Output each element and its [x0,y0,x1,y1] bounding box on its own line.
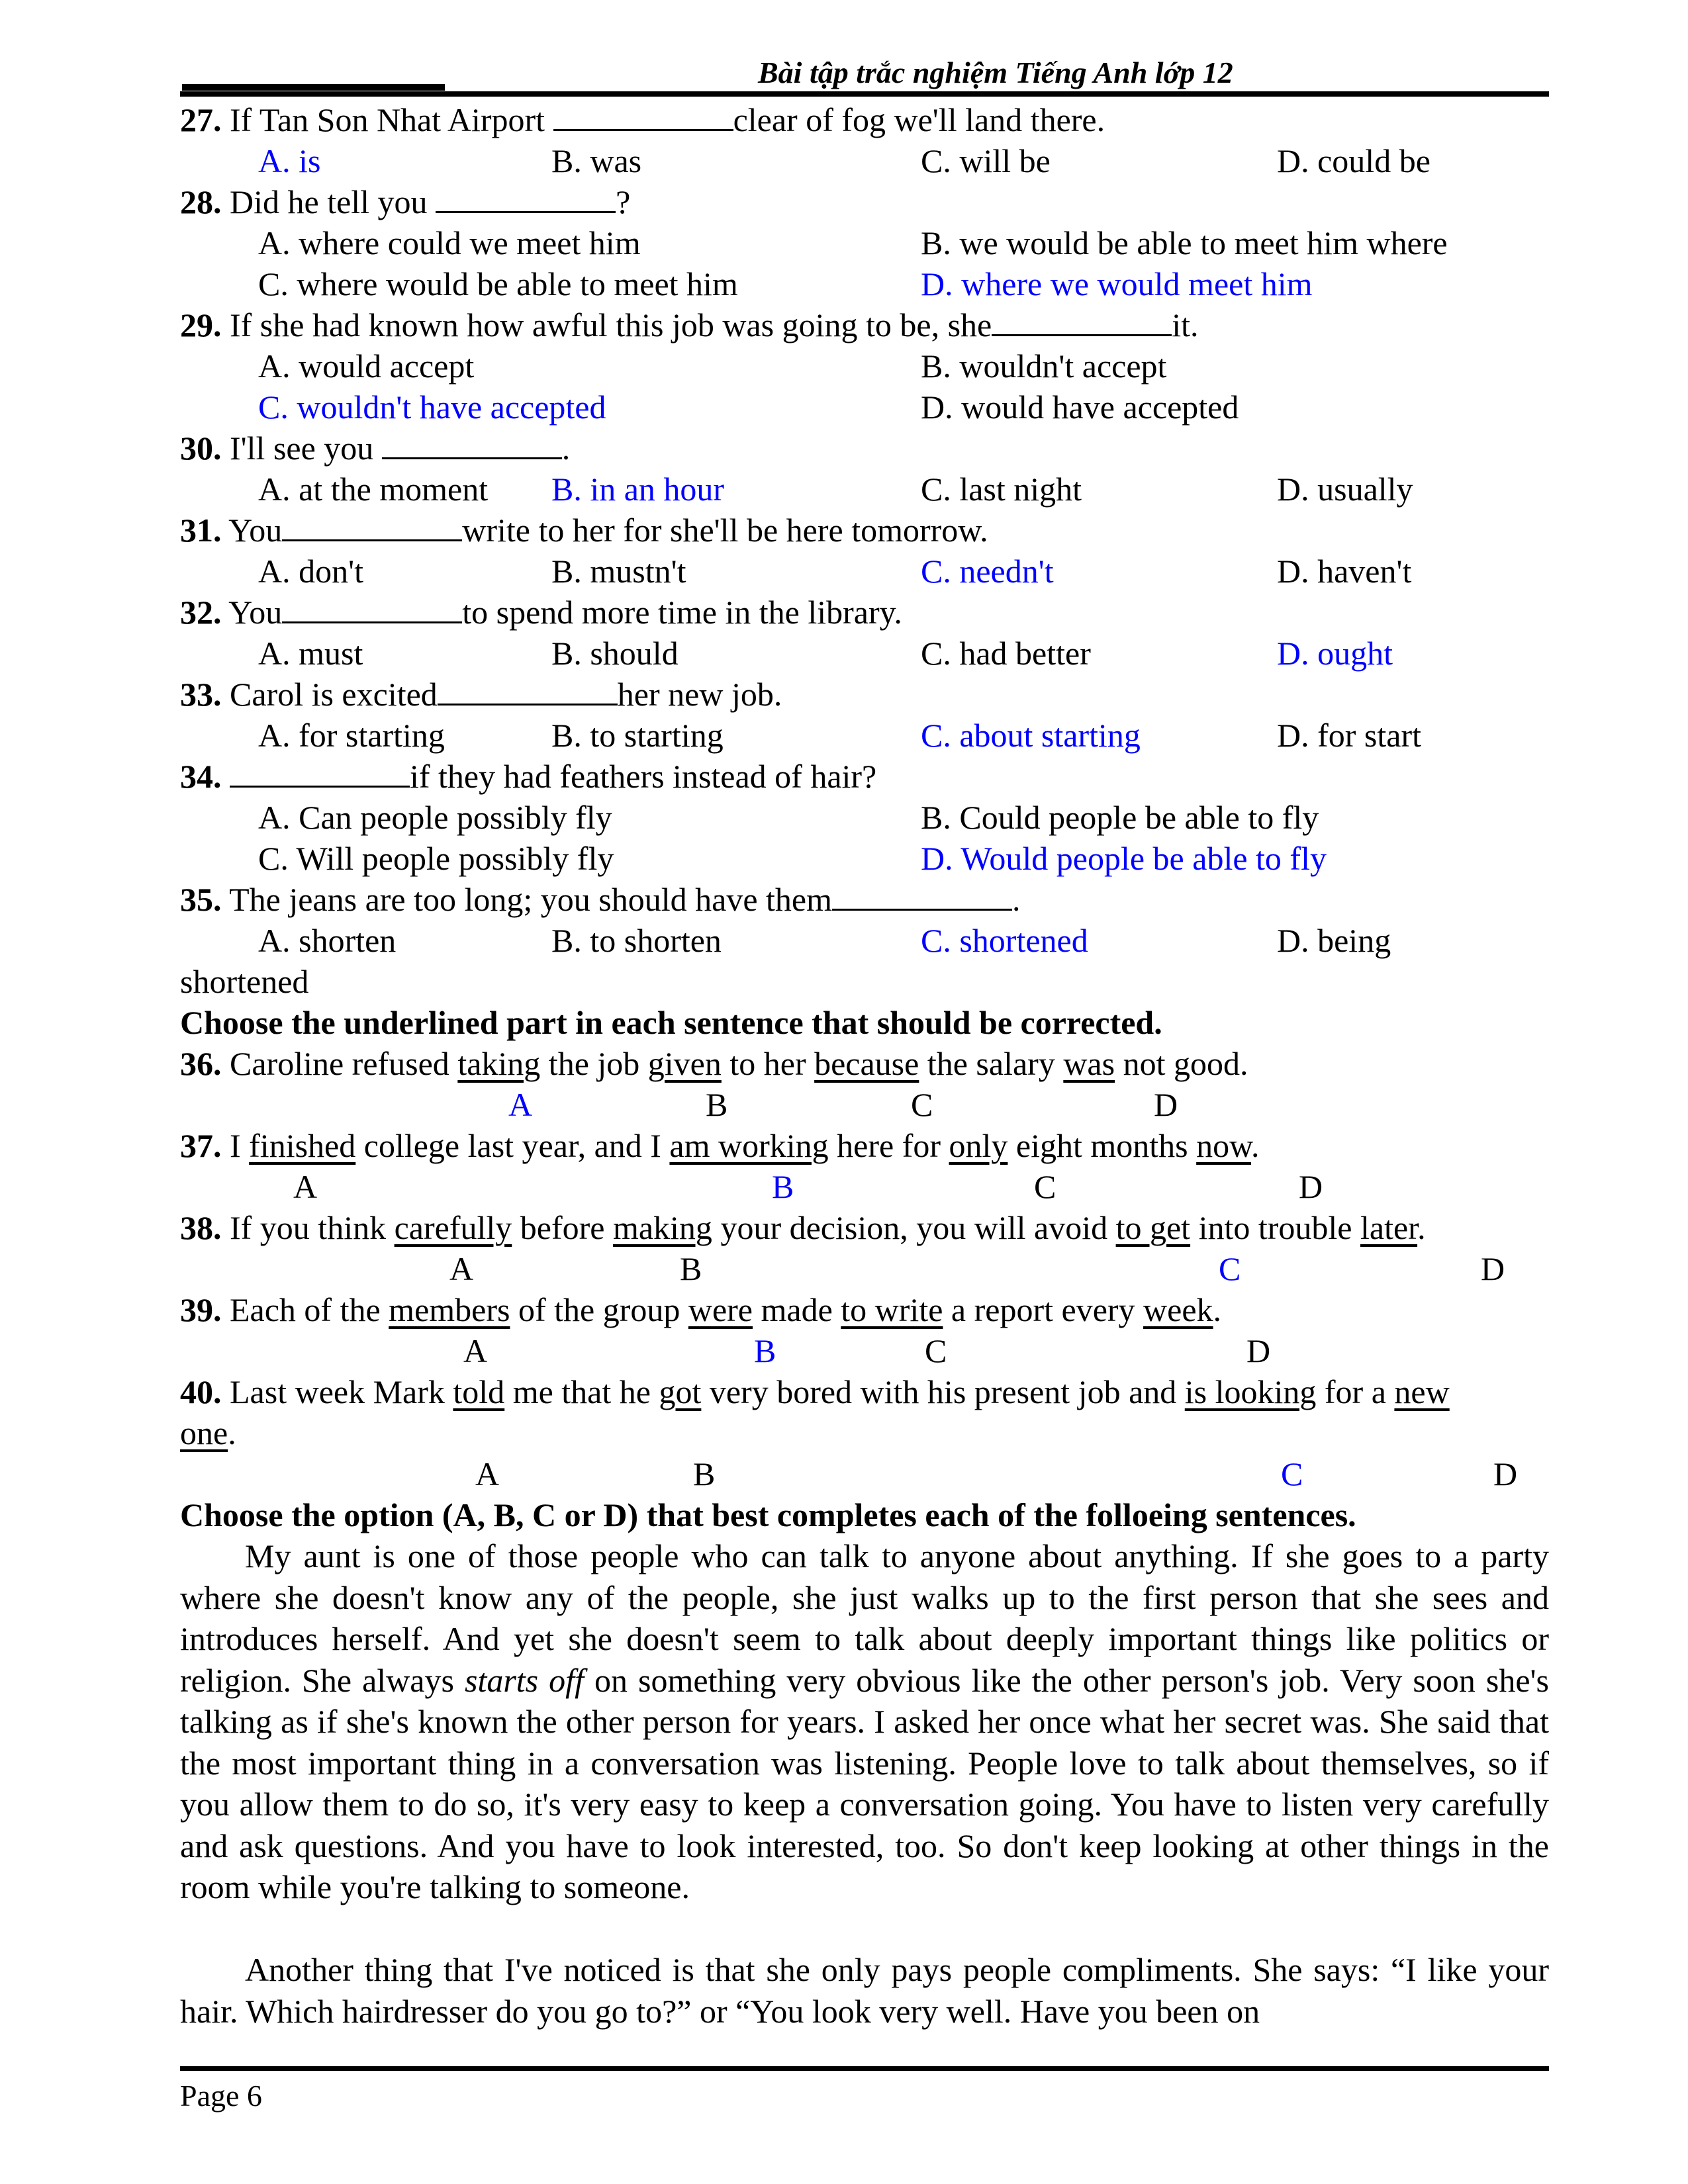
question-31: 31. You write to her for she'll be here tomorrow. [180,512,988,549]
option-a: A. Can people possibly fly [258,799,612,836]
letter-d: D [1493,1455,1518,1492]
option-b: B. Could people be able to fly [921,799,1319,836]
option-a: A. where could we meet him [258,224,641,261]
reading-passage-paragraph-2: Another thing that I've noticed is that she only pays people compliments. She says: “I like your hair. Which hairdresser do you go to?” or “You look very well. Have you been on [180,1951,1549,2030]
letter-c: C [1219,1250,1241,1287]
underlined-a: carefully [394,1209,512,1246]
underlined-a: told [453,1373,505,1410]
option-c: C. about starting [921,717,1141,754]
underlined-d: week [1143,1291,1213,1328]
question-27: 27. If Tan Son Nhat Airport clear of fog we'll land there. [180,101,1105,138]
header-short-rule [182,84,445,91]
question-30: 30. I'll see you . [180,430,571,467]
underlined-b: given [647,1045,722,1082]
letter-b: B [754,1332,776,1369]
letter-c: C [1281,1455,1303,1492]
underlined-c: is looking [1184,1373,1317,1410]
option-c: C. Will people possibly fly [258,840,614,877]
option-b: B. should [551,635,679,672]
underlined-d: was [1063,1045,1115,1082]
underlined-c: only [949,1127,1008,1164]
option-b: B. mustn't [551,553,686,590]
underlined-d: new [1394,1373,1450,1410]
option-b: B. to starting [551,717,724,754]
question-40-wrap: one. [180,1414,236,1451]
option-a: A. must [258,635,363,672]
option-d: D. would have accepted [921,388,1239,426]
question-37: 37. I finished college last year, and I am working here for only eight months now. [180,1127,1260,1164]
question-29: 29. If she had known how awful this job was going to be, she it. [180,306,1199,343]
letter-d: D [1154,1086,1178,1123]
question-36: 36. Caroline refused taking the job given to her because the salary was not good. [180,1045,1248,1082]
option-d: D. where we would meet him [921,265,1313,302]
answer-blank [282,510,462,541]
option-d: D. being [1277,922,1391,959]
letter-d: D [1246,1332,1271,1369]
underlined-d: now [1196,1127,1251,1164]
answer-blank [832,880,1012,911]
option-c: C. wouldn't have accepted [258,388,606,426]
option-a: A. is [258,142,321,179]
letter-a: A [449,1250,474,1287]
option-a: A. don't [258,553,364,590]
option-a: A. shorten [258,922,397,959]
answer-blank [382,428,562,459]
option-a: A. would accept [258,347,475,385]
option-d: D. for start [1277,717,1421,754]
underlined-c: to write [841,1291,943,1328]
underlined-d-cont: one [180,1414,228,1451]
footer-rule [180,2066,1549,2071]
section-instruction: Choose the option (A, B, C or D) that best completes each of the folloeing sentences. [180,1496,1356,1533]
question-35: 35. The jeans are too long; you should have them . [180,881,1021,918]
option-a: A. for starting [258,717,445,754]
option-b: B. to shorten [551,922,722,959]
letter-b: B [706,1086,728,1123]
underlined-c: to get [1115,1209,1191,1246]
underlined-a: finished [249,1127,356,1164]
letter-d: D [1299,1168,1323,1205]
underlined-b: were [688,1291,753,1328]
option-d: D. haven't [1277,553,1412,590]
question-32: 32. You to spend more time in the library. [180,594,902,631]
underlined-a: taking [457,1045,541,1082]
letter-d: D [1481,1250,1505,1287]
underlined-b: am working [669,1127,829,1164]
option-b: B. was [551,142,642,179]
option-b: B. in an hour [551,471,725,508]
header-title: Bài tập trắc nghiệm Tiếng Anh lớp 12 [758,56,1233,89]
option-d: D. usually [1277,471,1413,508]
letter-a: A [475,1455,500,1492]
page-number: Page 6 [180,2079,262,2113]
underlined-b: making [612,1209,712,1246]
option-d: D. could be [1277,142,1430,179]
question-28: 28. Did he tell you ? [180,183,631,220]
question-34: 34. if they had feathers instead of hair? [180,758,877,795]
letter-a: A [463,1332,488,1369]
header-rule [180,91,1549,97]
option-d: D. Would people be able to fly [921,840,1327,877]
option-c: C. last night [921,471,1082,508]
underlined-a: members [389,1291,510,1328]
option-d: D. ought [1277,635,1393,672]
answer-blank [230,756,410,788]
option-c: C. needn't [921,553,1054,590]
letter-c: C [1034,1168,1056,1205]
option-d-wrap: shortened [180,963,309,1000]
question-33: 33. Carol is excited her new job. [180,676,782,713]
letter-b: B [680,1250,702,1287]
letter-b: B [772,1168,794,1205]
reading-passage-paragraph-1: My aunt is one of those people who can talk to anyone about anything. If she goes to a party where she doesn't know any of the people, she just walks up to the first person that she sees and introduces herself. And yet she doesn't seem to talk about deeply important things like politics or religion. She always starts off on something very obvious like the other person's job. Very soon she's talking as if she's known the other person for years. I asked her once what her secret was. She said that the most important thing in a conversation was listening. People love to talk about themselves, so if you allow them to do so, it's very easy to keep a conversation going. You have to listen very carefully and ask questions. And you have to look interested, too. So don't keep looking at other things in the room while you're talking to someone. [180,1537,1549,1905]
option-b: B. we would be able to meet him where [921,224,1448,261]
answer-blank [992,305,1172,336]
letter-a: A [293,1168,318,1205]
option-c: C. where would be able to meet him [258,265,738,302]
answer-blank [436,182,616,213]
answer-blank [438,674,618,705]
question-40: 40. Last week Mark told me that he got very bored with his present job and is looking for a new [180,1373,1450,1410]
underlined-d: later [1360,1209,1418,1246]
answer-blank [553,100,733,131]
option-b: B. wouldn't accept [921,347,1167,385]
letter-c: C [911,1086,933,1123]
section-instruction: Choose the underlined part in each sentence that should be corrected. [180,1004,1162,1041]
question-39: 39. Each of the members of the group were made to write a report every week. [180,1291,1222,1328]
letter-a: A [508,1086,533,1123]
question-38: 38. If you think carefully before making your decision, you will avoid to get into trouble later. [180,1209,1426,1246]
option-c: C. will be [921,142,1051,179]
option-c: C. had better [921,635,1091,672]
underlined-c: because [814,1045,919,1082]
option-c: C. shortened [921,922,1088,959]
answer-blank [282,592,462,623]
option-a: A. at the moment [258,471,489,508]
letter-c: C [925,1332,947,1369]
letter-b: B [693,1455,716,1492]
underlined-b: got [659,1373,702,1410]
